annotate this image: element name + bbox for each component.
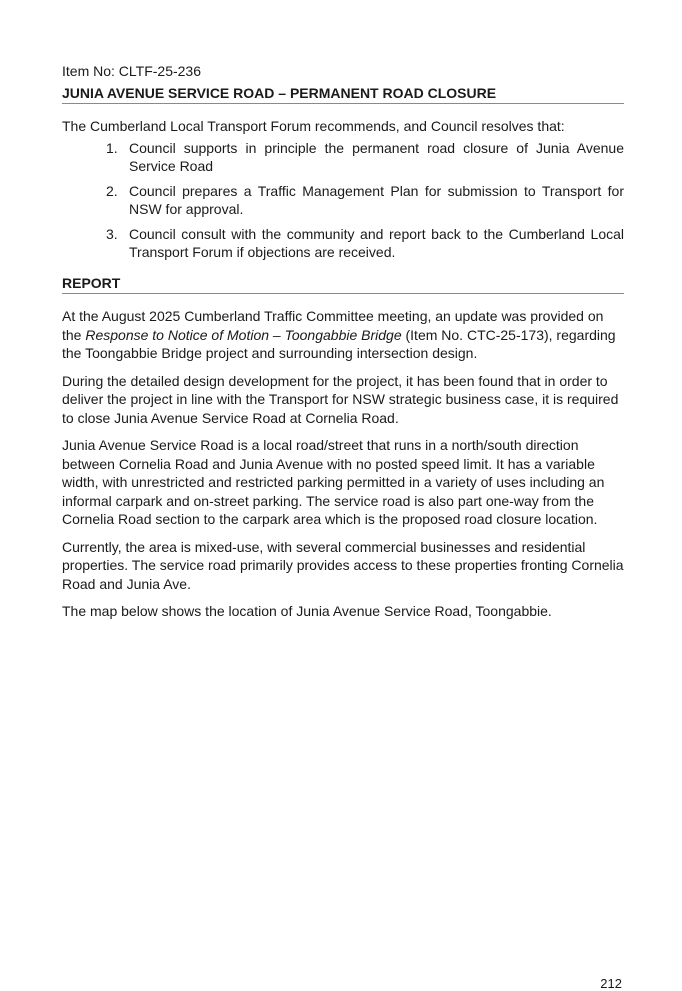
recommendation-item <box>62 140 624 175</box>
page-number: 212 <box>600 976 622 991</box>
recommendation-list <box>62 140 624 261</box>
p1-italic-title: Response to Notice of Motion – Toongabbie Bridge <box>85 326 402 343</box>
report-paragraph-1 <box>62 307 624 363</box>
recommendation-number: 3. <box>106 226 118 242</box>
p1-text-before: At the August 2025 Cumberland Traffic Committee meeting, an update was provided on the <box>62 308 604 343</box>
report-paragraph-2: During the detailed design development for the project, it has been found that in order to deliver the project in line with the Transport for NSW strategic business case, it is required to close Junia Avenue Service Road at Cornelia Road. <box>62 372 619 426</box>
document-page <box>62 62 624 630</box>
item-title: JUNIA AVENUE SERVICE ROAD – PERMANENT ROAD CLOSURE <box>62 84 624 104</box>
recommendation-text: Council prepares a Traffic Management Plan for submission to Transport for NSW for approval. <box>129 183 624 217</box>
report-paragraph-5: The map below shows the location of Junia Avenue Service Road, Toongabbie. <box>62 603 552 619</box>
recommendation-item <box>62 226 624 261</box>
recommendation-number: 1. <box>106 140 118 156</box>
recommendation-item <box>62 183 624 218</box>
recommendation-number: 2. <box>106 183 118 199</box>
report-paragraph-3: Junia Avenue Service Road is a local road/street that runs in a north/south direction between Cornelia Road and Junia Avenue with no posted speed limit. It has a variable width, with unrestricted and restricted parking permitted in a variety of uses including an informal carpark and on-street parking. The service road is also part one-way from the Cornelia Road section to the carpark area which is the proposed road closure location. <box>62 437 605 527</box>
recommendation-text: Council consult with the community and report back to the Cumberland Local Transport Forum if objections are received. <box>129 226 624 260</box>
report-paragraph-4: Currently, the area is mixed-use, with several commercial businesses and residential properties. The service road primarily provides access to these properties fronting Cornelia Road and Junia Ave. <box>62 538 624 592</box>
recommendation-lead: The Cumberland Local Transport Forum recommends, and Council resolves that: <box>62 118 565 134</box>
report-body <box>62 307 624 621</box>
item-number: Item No: CLTF-25-236 <box>62 63 202 79</box>
p1-text-after: (Item No. CTC-25-173), regarding the Toongabbie Bridge project and surrounding intersection design. <box>62 326 616 361</box>
recommendation-text: Council supports in principle the permanent road closure of Junia Avenue Service Road <box>129 140 624 174</box>
report-heading: REPORT <box>62 274 624 294</box>
